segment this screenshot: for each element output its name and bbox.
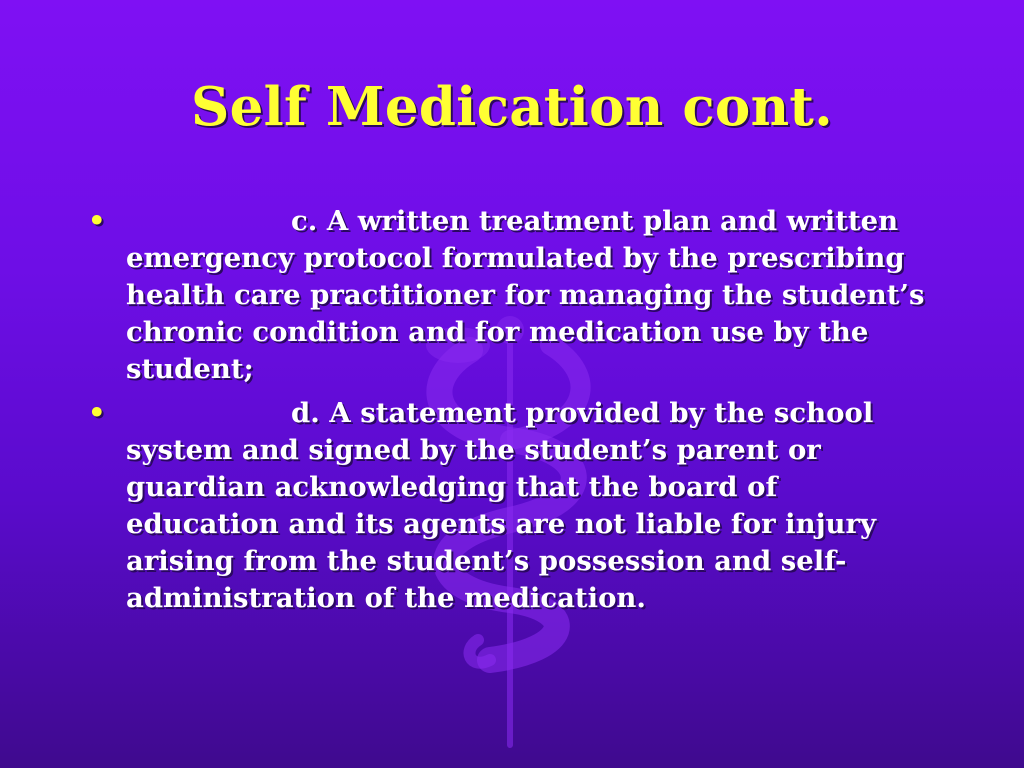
slide-title: Self Medication cont.: [191, 76, 833, 138]
bullet-text: c. A written treatment plan and written emergency protocol formulated by the prescribing health care practitioner for managing the student’s chronic condition and for medication use by the student;: [126, 205, 925, 385]
bullet-list: [88, 203, 938, 624]
bullet-item-c: [88, 203, 938, 388]
bullet-marker: •: [88, 205, 106, 237]
bullet-text: d. A statement provided by the school system and signed by the student’s parent or guardian acknowledging that the board of education and its agents are not liable for injury arising from the student’s possession and self-administration of the medication.: [126, 397, 876, 614]
bullet-marker: •: [88, 397, 106, 429]
bullet-item-d: [88, 395, 938, 617]
